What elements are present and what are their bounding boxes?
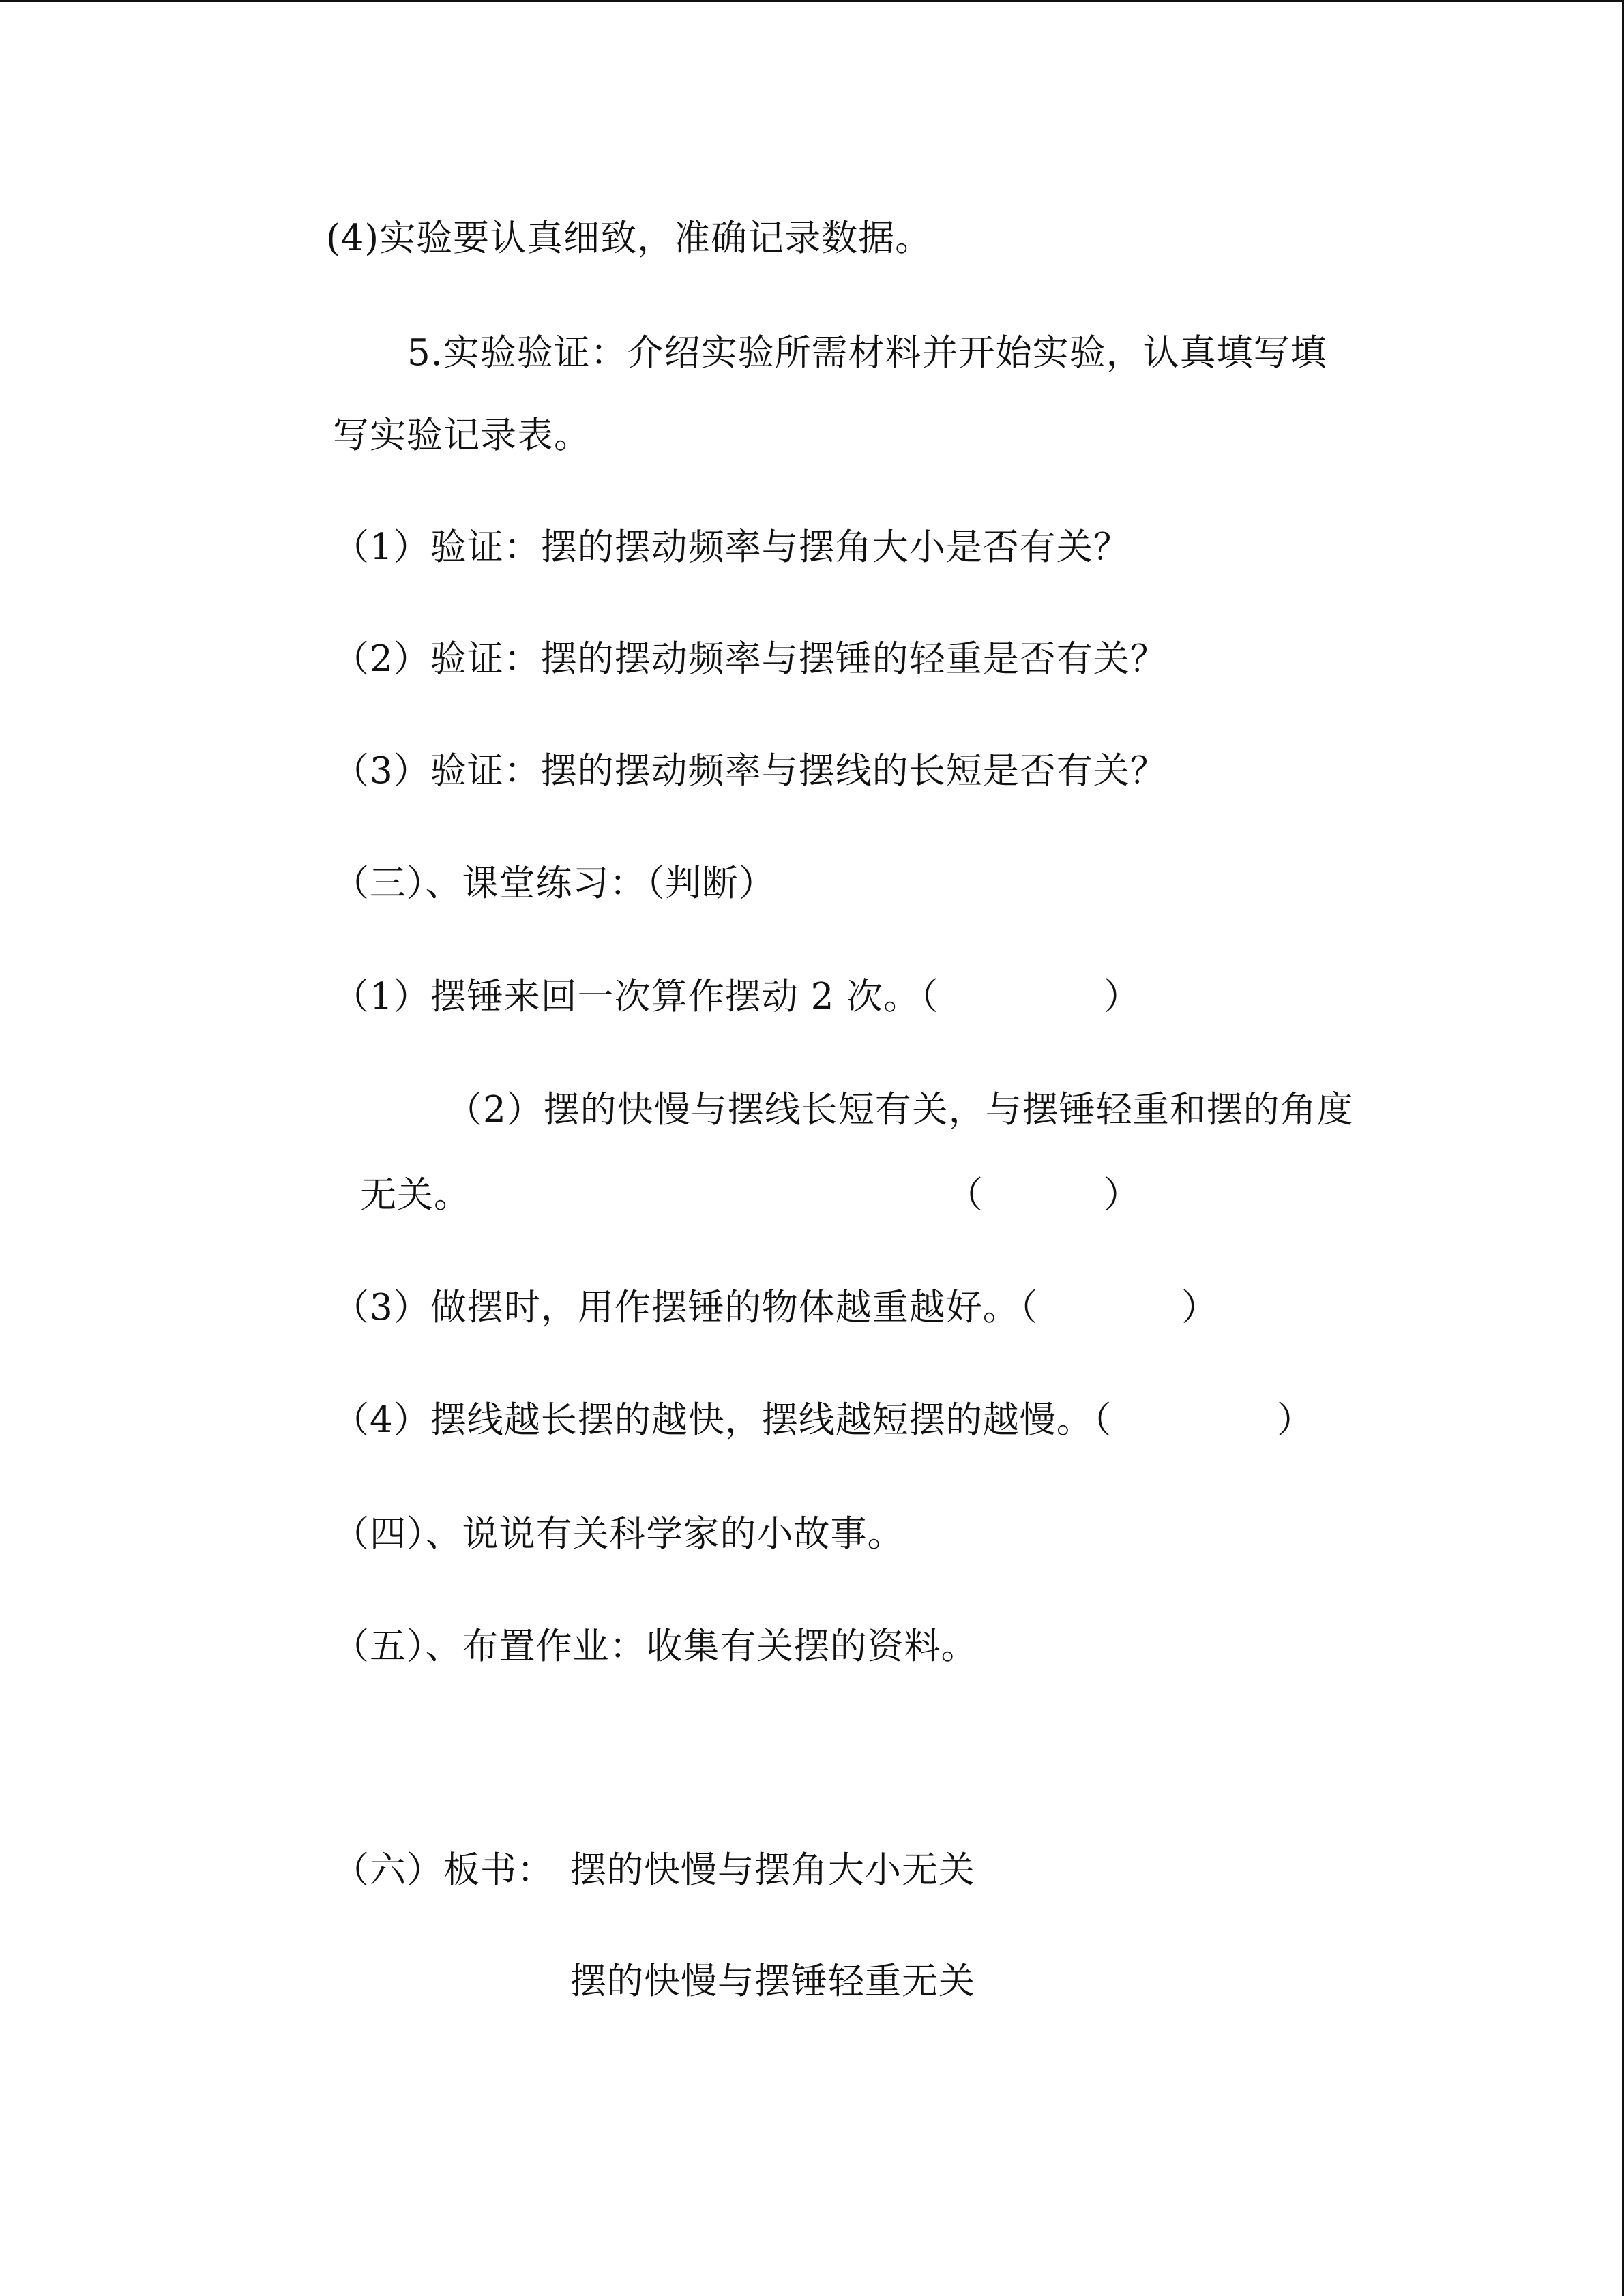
exercise-1-answer-close: ） [1104, 976, 1140, 1017]
exercise-2-answer-open: （ [947, 1174, 984, 1216]
exercise-2-text: （2）摆的快慢与摆线长短有关，与摆锤轻重和摆的角度 [446, 1089, 1354, 1131]
section-heading-homework: （五）、布置作业：收集有关摆的资料。 [333, 1626, 978, 1667]
text-line-requirement-4: (4)实验要认真细致，准确记录数据。 [326, 218, 932, 259]
exercise-3-text: （3）做摆时，用作摆锤的物体越重越好。（ [333, 1287, 1039, 1328]
exercise-4-answer-close: ） [1277, 1399, 1314, 1441]
exercise-3-answer-close: ） [1181, 1287, 1218, 1328]
text-line-verify-1: （1）验证：摆的摆动频率与摆角大小是否有关？ [333, 526, 1130, 568]
exercise-4-text: （4）摆线越长摆的越快，摆线越短摆的越慢。（ [333, 1399, 1112, 1441]
section-heading-board: （六）板书： [333, 1849, 554, 1891]
exercise-2-text-continued: 无关。 [360, 1174, 471, 1216]
exercise-2-answer-close: ） [1104, 1174, 1140, 1216]
board-line-2: 摆的快慢与摆锤轻重无关 [570, 1960, 975, 2002]
section-heading-exercise: （三）、课堂练习：（判断） [333, 863, 776, 904]
board-line-1: 摆的快慢与摆角大小无关 [570, 1849, 975, 1891]
text-line-step-5-continued: 写实验记录表。 [333, 415, 591, 456]
exercise-1-text: （1）摆锤来回一次算作摆动 2 次。（ [333, 976, 939, 1017]
text-line-verify-3: （3）验证：摆的摆动频率与摆线的长短是否有关？ [333, 750, 1167, 792]
text-line-step-5: 5.实验验证：介绍实验所需材料并开始实验，认真填写填 [407, 332, 1327, 374]
section-heading-story: （四）、说说有关科学家的小故事。 [333, 1513, 904, 1555]
text-line-verify-2: （2）验证：摆的摆动频率与摆锤的轻重是否有关？ [333, 638, 1167, 680]
page-top-border [0, 0, 1624, 2]
